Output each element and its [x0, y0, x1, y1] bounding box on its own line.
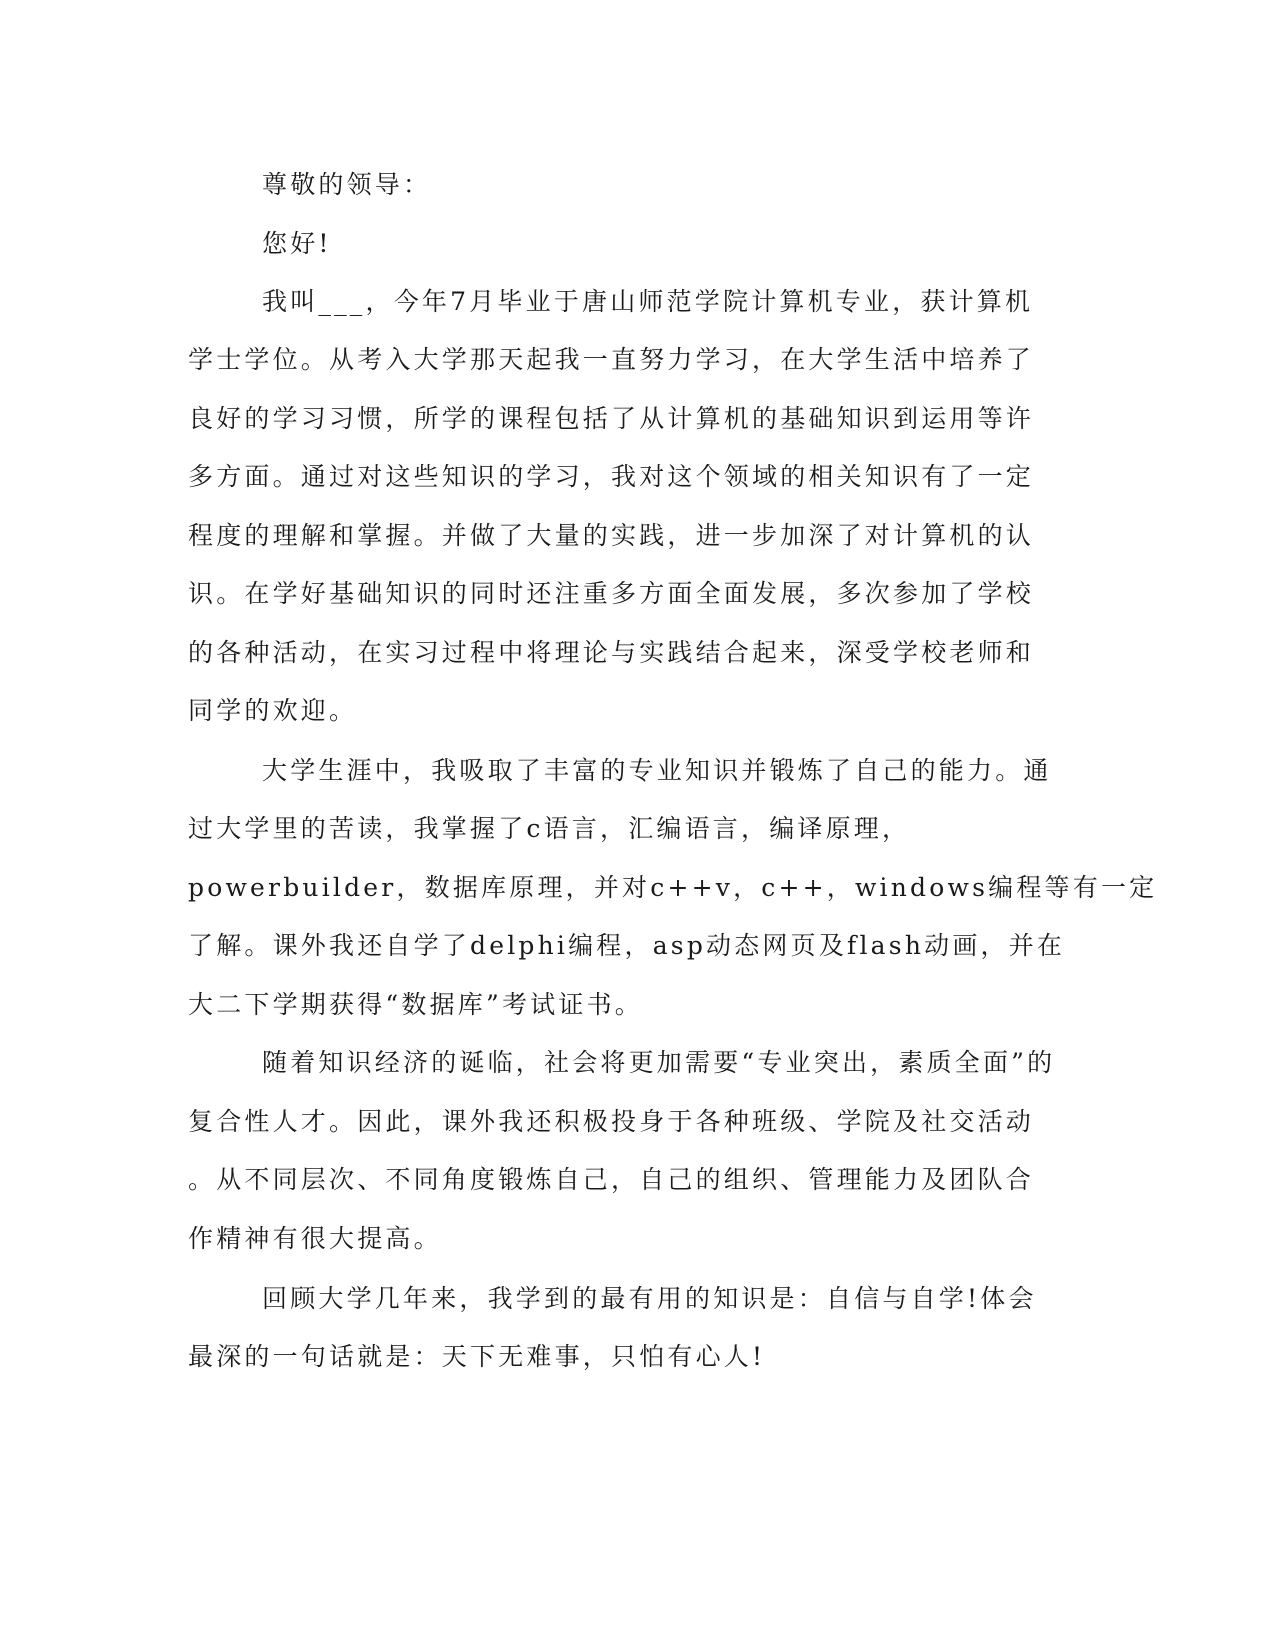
text-line: 的各种活动，在实习过程中将理论与实践结合起来，深受学校老师和 — [188, 638, 1035, 667]
text-line: 程度的理解和掌握。并做了大量的实践，进一步加深了对计算机的认 — [188, 521, 1035, 550]
text-line: 学士学位。从考入大学那天起我一直努力学习，在大学生活中培养了 — [188, 345, 1035, 374]
text-line: 过大学里的苦读，我掌握了c语言，汇编语言，编译原理， — [188, 814, 911, 843]
text-line: 识。在学好基础知识的同时还注重多方面全面发展，多次参加了学校 — [188, 579, 1035, 608]
text-line: 良好的学习习惯，所学的课程包括了从计算机的基础知识到运用等许 — [188, 404, 1035, 433]
greeting: 您好! — [262, 229, 332, 258]
text-line: 大二下学期获得“数据库”考试证书。 — [188, 990, 643, 1019]
text-line: 了解。课外我还自学了delphi编程，asp动态网页及flash动画，并在 — [188, 931, 1066, 960]
text-line: 随着知识经济的诞临，社会将更加需要“专业突出，素质全面”的 — [262, 1048, 1056, 1077]
text-line: 作精神有很大提高。 — [188, 1224, 442, 1253]
text-line: 回顾大学几年来，我学到的最有用的知识是：自信与自学!体会 — [262, 1284, 1037, 1313]
text-line: 大学生涯中，我吸取了丰富的专业知识并锻炼了自己的能力。通 — [262, 756, 1052, 785]
text-line: 同学的欢迎。 — [188, 696, 358, 725]
salutation: 尊敬的领导： — [262, 170, 432, 199]
text-line: 我叫___，今年7月毕业于唐山师范学院计算机专业，获计算机 — [262, 287, 1034, 316]
text-line: 。从不同层次、不同角度锻炼自己，自己的组织、管理能力及团队合 — [188, 1165, 1035, 1194]
text-line: powerbuilder，数据库原理，并对c++v，c++，windows编程等有一定 — [188, 873, 1158, 902]
text-line: 复合性人才。因此，课外我还积极投身于各种班级、学院及社交活动 — [188, 1107, 1035, 1136]
text-line: 最深的一句话就是：天下无难事，只怕有心人! — [188, 1342, 766, 1371]
text-line: 多方面。通过对这些知识的学习，我对这个领域的相关知识有了一定 — [188, 462, 1035, 491]
